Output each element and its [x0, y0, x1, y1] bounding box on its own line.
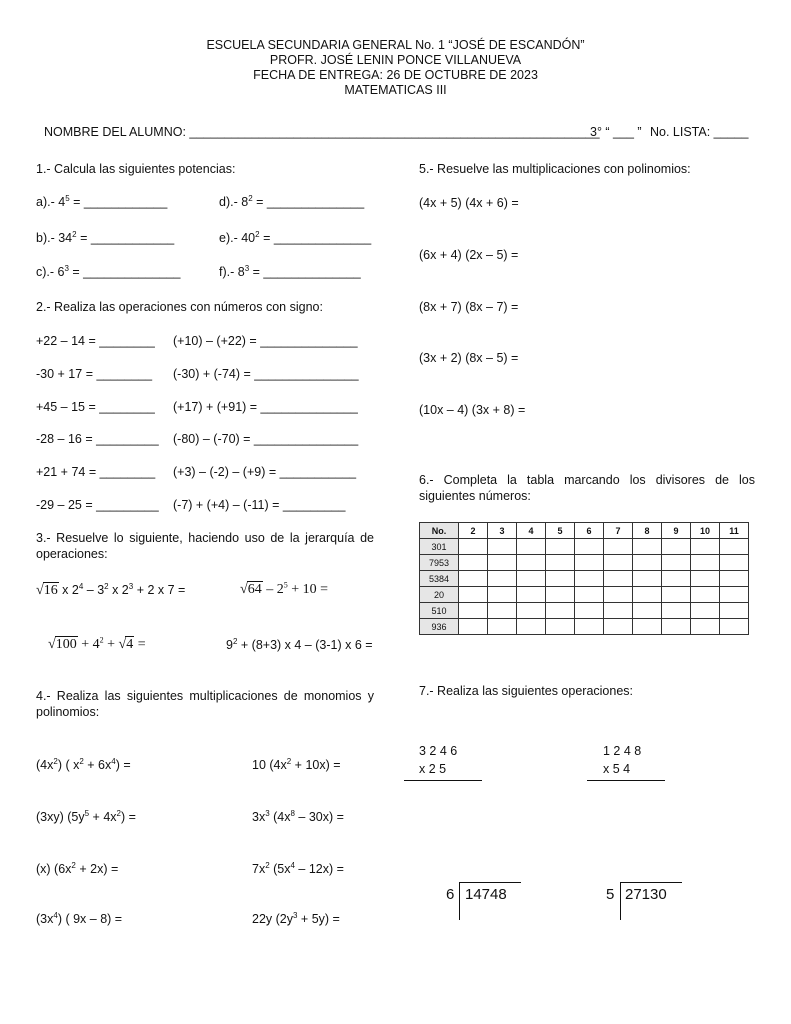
- divisor-cell[interactable]: [459, 555, 488, 571]
- divisor-cell[interactable]: [488, 603, 517, 619]
- divisor-cell[interactable]: [633, 587, 662, 603]
- signed-op-right: (-30) + (-74) = _______________: [173, 367, 359, 381]
- table-header-cell: 6: [575, 523, 604, 539]
- divisor-cell[interactable]: [662, 571, 691, 587]
- table-header-cell: 2: [459, 523, 488, 539]
- divisor-cell[interactable]: [633, 571, 662, 587]
- divisor-cell[interactable]: [488, 571, 517, 587]
- subject: MATEMATICAS III: [344, 83, 447, 97]
- divisor-cell[interactable]: [720, 539, 749, 555]
- divisor-cell[interactable]: [691, 571, 720, 587]
- divisor-cell[interactable]: [575, 555, 604, 571]
- signed-op-left: +45 – 15 = ________: [36, 400, 155, 414]
- monomial-2: 10 $(4x^2 + 10x)$ =: [252, 756, 341, 772]
- teacher-name: PROFR. JOSÉ LENIN PONCE VILLANUEVA: [269, 53, 522, 67]
- divisor-cell[interactable]: [633, 603, 662, 619]
- divisor-cell[interactable]: [691, 587, 720, 603]
- power-c: c).- $6^3$ = ______________: [36, 263, 181, 279]
- divisor-cell[interactable]: [546, 587, 575, 603]
- student-name-line[interactable]: NOMBRE DEL ALUMNO: ___________________________________________________________: [44, 125, 600, 139]
- division-2-bar: [620, 882, 682, 883]
- monomial-5: (x) $(6x^2 + 2x)$ =: [36, 860, 119, 876]
- signed-op-left: +22 – 14 = ________: [36, 334, 155, 348]
- number-cell: 20: [420, 587, 459, 603]
- section-4-title: 4.- Realiza las siguientes multiplicaciones de monomios y polinomios:: [36, 689, 374, 719]
- divisor-cell[interactable]: [720, 619, 749, 635]
- divisor-cell[interactable]: [720, 603, 749, 619]
- list-number-field[interactable]: No. LISTA: _____: [650, 125, 749, 139]
- divisor-cell[interactable]: [517, 619, 546, 635]
- multiplication-2-bottom: x 5 4: [603, 762, 631, 776]
- signed-op-left: +21 + 74 = ________: [36, 465, 156, 479]
- section-7-title: 7.- Realiza las siguientes operaciones:: [419, 684, 634, 698]
- divisor-cell[interactable]: [604, 539, 633, 555]
- multiplication-2-rule: [587, 780, 665, 781]
- power-e: e).- $40^2$ = ______________: [219, 229, 372, 245]
- divisor-cell[interactable]: [459, 619, 488, 635]
- division-1-dividend: 14748: [465, 886, 507, 903]
- divisor-cell[interactable]: [488, 619, 517, 635]
- table-header-cell: 4: [517, 523, 546, 539]
- divisor-cell[interactable]: [546, 555, 575, 571]
- division-1-divisor: 6: [446, 886, 455, 903]
- multiplication-1-bottom: x 2 5: [419, 762, 447, 776]
- number-cell: 936: [420, 619, 459, 635]
- divisor-cell[interactable]: [488, 555, 517, 571]
- divisor-cell[interactable]: [546, 603, 575, 619]
- section-1-title: 1.- Calcula las siguientes potencias:: [36, 162, 236, 176]
- divisor-cell[interactable]: [575, 539, 604, 555]
- section-2-title: 2.- Realiza las operaciones con números con signo:: [36, 300, 323, 314]
- divisor-cell[interactable]: [720, 555, 749, 571]
- polynomial-item: (4x + 5) (4x + 6) =: [419, 196, 519, 210]
- power-d: d).- $8^2$ = ______________: [219, 193, 365, 209]
- divisor-cell[interactable]: [662, 539, 691, 555]
- table-row: [420, 555, 749, 571]
- table-header-cell: 11: [720, 523, 749, 539]
- divisor-cell[interactable]: [517, 603, 546, 619]
- power-a: a).- $4^5$ = ____________: [36, 193, 168, 209]
- polynomial-item: (3x + 2) (8x – 5) =: [419, 351, 519, 365]
- table-header-cell: 7: [604, 523, 633, 539]
- divisor-cell[interactable]: [662, 619, 691, 635]
- signed-op-left: -28 – 16 = _________: [36, 432, 159, 446]
- polynomial-item: (10x – 4) (3x + 8) =: [419, 403, 526, 417]
- hierarchy-exercise-3: $√100 + 4^2 + √4$ =: [48, 635, 146, 652]
- table-row: [420, 587, 749, 603]
- divisor-cell[interactable]: [691, 539, 720, 555]
- signed-op-right: (+17) + (+91) = ______________: [173, 400, 358, 414]
- division-2-bracket: [620, 882, 621, 920]
- divisor-cell[interactable]: [459, 571, 488, 587]
- table-header-cell: 3: [488, 523, 517, 539]
- polynomial-item: (6x + 4) (2x – 5) =: [419, 248, 519, 262]
- divisor-cell[interactable]: [604, 555, 633, 571]
- divisor-cell[interactable]: [691, 619, 720, 635]
- hierarchy-exercise-2: $√64 - 2^5 + 10$ =: [240, 580, 328, 597]
- table-row: [420, 539, 749, 555]
- section-6-title: 6.- Completa la tabla marcando los divisores de los siguientes números:: [419, 473, 755, 503]
- table-header-row: [420, 523, 749, 539]
- divisor-cell[interactable]: [720, 571, 749, 587]
- divisor-cell[interactable]: [604, 587, 633, 603]
- signed-op-left: -30 + 17 = ________: [36, 367, 153, 381]
- signed-op-right: (+3) – (-2) – (+9) = ___________: [173, 465, 357, 479]
- divisor-cell[interactable]: [662, 587, 691, 603]
- monomial-6: $7x^2$ $(5x^4 - 12x)$ =: [252, 860, 344, 876]
- division-1-bar: [459, 882, 521, 883]
- power-b: b).- $34^2$ = ____________: [36, 229, 175, 245]
- power-f: f).- $8^3$ = ______________: [219, 263, 361, 279]
- divisor-cell[interactable]: [662, 603, 691, 619]
- table-header-cell: 8: [633, 523, 662, 539]
- number-cell: 301: [420, 539, 459, 555]
- divisor-cell[interactable]: [546, 539, 575, 555]
- divisor-cell[interactable]: [488, 587, 517, 603]
- table-header-cell: 5: [546, 523, 575, 539]
- due-date: FECHA DE ENTREGA: 26 DE OCTUBRE DE 2023: [253, 68, 538, 82]
- signed-op-right: (+10) – (+22) = ______________: [173, 334, 358, 348]
- divisor-cell[interactable]: [604, 603, 633, 619]
- divisor-cell[interactable]: [546, 571, 575, 587]
- monomial-1: $(4x^2)$ ( $x^2 + 6x^4$) =: [36, 756, 131, 772]
- school-name: ESCUELA SECUNDARIA GENERAL No. 1 “JOSÉ DE ESCANDÓN”: [206, 38, 585, 52]
- table-header-cell: No.: [420, 523, 459, 539]
- divisor-cell[interactable]: [517, 571, 546, 587]
- divisor-cell[interactable]: [546, 619, 575, 635]
- signed-op-right: (-7) + (+4) – (-11) = _________: [173, 498, 346, 512]
- monomial-8: 22y $(2y^3 + 5y)$ =: [252, 910, 340, 926]
- divisor-cell[interactable]: [517, 555, 546, 571]
- divisor-cell[interactable]: [517, 587, 546, 603]
- divisor-cell[interactable]: [517, 539, 546, 555]
- divisor-cell[interactable]: [691, 603, 720, 619]
- polynomial-item: (8x + 7) (8x – 7) =: [419, 300, 519, 314]
- divisor-cell[interactable]: [575, 571, 604, 587]
- divisor-cell[interactable]: [720, 587, 749, 603]
- monomial-4: $3x^3$ $(4x^8 - 30x)$ =: [252, 808, 344, 824]
- hierarchy-exercise-4: $9^2 + (8+3)$ x 4 – (3-1) x 6 =: [226, 636, 373, 652]
- section-3-title: 3.- Resuelve lo siguiente, haciendo uso de la jerarquía de operaciones:: [36, 531, 374, 561]
- monomial-3: (3xy) $(5y^5 + 4x^2)$ =: [36, 808, 136, 824]
- table-row: [420, 603, 749, 619]
- hierarchy-exercise-1: √16 x $2^4 - 3^2$ x $2^3 + 2$ x 7 =: [36, 581, 186, 598]
- multiplication-1-rule: [404, 780, 482, 781]
- divisor-cell[interactable]: [633, 619, 662, 635]
- number-cell: 5384: [420, 571, 459, 587]
- number-cell: 7953: [420, 555, 459, 571]
- signed-op-right: (-80) – (-70) = _______________: [173, 432, 359, 446]
- divisors-table: [419, 522, 749, 635]
- divisor-cell[interactable]: [459, 587, 488, 603]
- divisor-cell[interactable]: [459, 539, 488, 555]
- division-2-dividend: 27130: [625, 886, 667, 903]
- table-row: [420, 619, 749, 635]
- monomial-7: $(3x^4)$ ( 9x – 8) =: [36, 910, 123, 926]
- number-cell: 510: [420, 603, 459, 619]
- grade-field[interactable]: 3° “ ___ ”: [590, 125, 642, 139]
- divisor-cell[interactable]: [575, 587, 604, 603]
- divisor-cell[interactable]: [575, 619, 604, 635]
- divisor-cell[interactable]: [575, 603, 604, 619]
- divisor-cell[interactable]: [633, 539, 662, 555]
- multiplication-1-top: 3 2 4 6: [419, 744, 458, 758]
- table-header-cell: 9: [662, 523, 691, 539]
- divisor-cell[interactable]: [604, 571, 633, 587]
- section-5-title: 5.- Resuelve las multiplicaciones con polinomios:: [419, 162, 691, 176]
- divisor-cell[interactable]: [604, 619, 633, 635]
- table-header-cell: 10: [691, 523, 720, 539]
- divisor-cell[interactable]: [662, 555, 691, 571]
- signed-op-left: -29 – 25 = _________: [36, 498, 159, 512]
- divisor-cell[interactable]: [488, 539, 517, 555]
- division-2-divisor: 5: [606, 886, 615, 903]
- division-1-bracket: [459, 882, 460, 920]
- multiplication-2-top: 1 2 4 8: [603, 744, 642, 758]
- divisor-cell[interactable]: [633, 555, 662, 571]
- divisor-cell[interactable]: [459, 603, 488, 619]
- table-row: [420, 571, 749, 587]
- divisor-cell[interactable]: [691, 555, 720, 571]
